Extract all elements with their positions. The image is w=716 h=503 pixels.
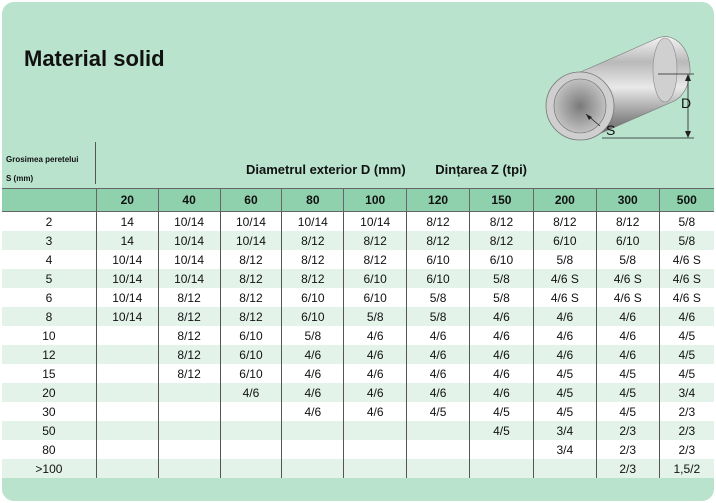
tpi-cell: 8/12	[282, 231, 344, 250]
tpi-cell: 8/12	[158, 288, 220, 307]
tpi-cell: 3/4	[533, 440, 596, 459]
tpi-cell: 8/12	[282, 250, 344, 269]
thickness-cell: 50	[2, 421, 96, 440]
tpi-cell	[96, 402, 158, 421]
tpi-cell	[282, 421, 344, 440]
tpi-cell: 8/12	[220, 307, 282, 326]
tpi-cell	[158, 440, 220, 459]
tpi-cell: 4/5	[470, 421, 534, 440]
tpi-cell: 5/8	[470, 288, 534, 307]
tpi-cell: 4/5	[470, 402, 534, 421]
tube-shape	[546, 37, 690, 140]
tpi-cell: 10/14	[220, 231, 282, 250]
wall-thickness-unit: S (mm)	[6, 174, 34, 183]
tpi-cell: 4/6	[470, 326, 534, 345]
column-header-80: 80	[282, 189, 344, 212]
thickness-cell: 4	[2, 250, 96, 269]
diameter-label: D	[681, 95, 692, 111]
tpi-cell: 8/12	[470, 231, 534, 250]
tpi-cell: 5/8	[344, 307, 407, 326]
tpi-cell: 4/6	[533, 345, 596, 364]
tpi-cell: 4/6 S	[533, 269, 596, 288]
tpi-cell: 4/6	[344, 345, 407, 364]
tpi-cell	[158, 459, 220, 478]
thickness-cell: 15	[2, 364, 96, 383]
tpi-cell: 10/14	[96, 307, 158, 326]
tpi-cell: 4/5	[659, 364, 714, 383]
tpi-cell: 4/5	[596, 402, 659, 421]
tpi-cell	[220, 440, 282, 459]
tpi-cell: 10/14	[96, 269, 158, 288]
tpi-cell: 8/12	[533, 212, 596, 232]
column-header-150: 150	[470, 189, 534, 212]
tpi-cell	[533, 459, 596, 478]
table-row	[2, 421, 714, 440]
tpi-cell: 4/6	[220, 383, 282, 402]
tpi-cell	[96, 326, 158, 345]
tpi-cell: 6/10	[220, 345, 282, 364]
tpi-cell: 14	[96, 231, 158, 250]
table-row	[2, 250, 714, 269]
tpi-cell: 4/6	[407, 345, 470, 364]
tpi-cell	[470, 440, 534, 459]
tpi-cell: 8/12	[344, 250, 407, 269]
tpi-cell: 4/6	[407, 326, 470, 345]
tpi-cell: 5/8	[596, 250, 659, 269]
column-header-200: 200	[533, 189, 596, 212]
tpi-cell: 6/10	[344, 269, 407, 288]
tpi-cell	[407, 459, 470, 478]
tpi-cell: 2/3	[659, 421, 714, 440]
header-divider	[95, 142, 96, 184]
tpi-cell: 2/3	[596, 440, 659, 459]
column-group-header	[246, 162, 527, 177]
tpi-cell: 4/6	[407, 364, 470, 383]
tpi-cell	[96, 421, 158, 440]
wall-thickness-label: Grosimea peretelui	[6, 155, 79, 164]
tpi-cell: 4/5	[596, 383, 659, 402]
thickness-cell: 20	[2, 383, 96, 402]
tpi-cell: 4/5	[596, 364, 659, 383]
column-header-100: 100	[344, 189, 407, 212]
tpi-cell: 2/3	[596, 459, 659, 478]
tpi-cell: 5/8	[282, 326, 344, 345]
table-row	[2, 307, 714, 326]
tpi-cell: 5/8	[407, 288, 470, 307]
tpi-cell: 6/10	[533, 231, 596, 250]
tpi-cell: 14	[96, 212, 158, 232]
tpi-cell: 4/6	[344, 402, 407, 421]
tpi-cell	[158, 402, 220, 421]
tpi-cell: 10/14	[344, 212, 407, 232]
tpi-cell	[470, 459, 534, 478]
tpi-cell	[407, 421, 470, 440]
tpi-cell: 10/14	[96, 288, 158, 307]
column-header-20: 20	[96, 189, 158, 212]
tpi-cell	[96, 459, 158, 478]
tpi-cell: 5/8	[659, 231, 714, 250]
tpi-cell	[220, 421, 282, 440]
thickness-cell: 30	[2, 402, 96, 421]
tpi-cell: 6/10	[596, 231, 659, 250]
tpi-cell: 2/3	[659, 402, 714, 421]
tpi-cell: 6/10	[344, 288, 407, 307]
tpi-cell: 4/6	[533, 326, 596, 345]
tpi-cell: 4/5	[533, 402, 596, 421]
thickness-cell: 6	[2, 288, 96, 307]
tpi-cell: 4/6 S	[596, 269, 659, 288]
thickness-cell: 3	[2, 231, 96, 250]
tpi-cell: 6/10	[282, 288, 344, 307]
table-body	[2, 212, 714, 479]
tpi-cell: 8/12	[158, 307, 220, 326]
tpi-cell	[282, 459, 344, 478]
tpi-cell: 10/14	[158, 231, 220, 250]
tpi-cell: 10/14	[220, 212, 282, 232]
tpi-cell: 4/6 S	[659, 288, 714, 307]
material-card	[2, 2, 714, 501]
thickness-cell: 8	[2, 307, 96, 326]
tpi-cell: 4/5	[533, 364, 596, 383]
tpi-cell: 6/10	[407, 269, 470, 288]
thickness-label: S	[606, 122, 616, 138]
tpi-cell: 8/12	[158, 345, 220, 364]
column-header-500: 500	[659, 189, 714, 212]
tpi-cell: 4/6	[344, 326, 407, 345]
tpi-cell	[158, 383, 220, 402]
tpi-cell: 1,5/2	[659, 459, 714, 478]
tpi-cell: 4/6	[282, 364, 344, 383]
tpi-cell: 4/6 S	[659, 250, 714, 269]
thickness-cell: 80	[2, 440, 96, 459]
tpi-cell: 4/6	[344, 364, 407, 383]
tpi-cell: 8/12	[407, 212, 470, 232]
tpi-cell: 4/6	[596, 307, 659, 326]
tpi-cell: 8/12	[282, 269, 344, 288]
tpi-cell: 4/5	[659, 345, 714, 364]
tpi-cell: 4/5	[659, 326, 714, 345]
table-row	[2, 212, 714, 232]
tpi-cell: 2/3	[659, 440, 714, 459]
tpi-cell: 8/12	[596, 212, 659, 232]
tpi-cell: 4/6	[470, 307, 534, 326]
tpi-cell: 6/10	[220, 364, 282, 383]
column-header-120: 120	[407, 189, 470, 212]
tpi-cell: 4/6 S	[659, 269, 714, 288]
tpi-cell	[407, 440, 470, 459]
thickness-cell: 5	[2, 269, 96, 288]
teeth-header: Dințarea Z (tpi)	[435, 162, 528, 177]
tpi-cell: 8/12	[220, 288, 282, 307]
column-header-300: 300	[596, 189, 659, 212]
tpi-cell	[96, 364, 158, 383]
tpi-cell: 10/14	[158, 269, 220, 288]
tpi-cell: 10/14	[96, 250, 158, 269]
table-row	[2, 440, 714, 459]
tpi-cell: 4/6	[282, 402, 344, 421]
tpi-cell: 4/5	[407, 402, 470, 421]
table-row	[2, 402, 714, 421]
column-header-60: 60	[220, 189, 282, 212]
saw-blade-table	[2, 188, 714, 478]
tpi-cell: 4/5	[533, 383, 596, 402]
tpi-cell	[344, 421, 407, 440]
tpi-cell: 8/12	[220, 250, 282, 269]
tpi-cell: 4/6	[282, 345, 344, 364]
tpi-cell	[158, 421, 220, 440]
tpi-cell: 3/4	[533, 421, 596, 440]
table-row	[2, 383, 714, 402]
column-header-row	[2, 189, 714, 212]
tpi-cell: 5/8	[533, 250, 596, 269]
tpi-cell	[96, 345, 158, 364]
column-header-40: 40	[158, 189, 220, 212]
tpi-cell: 4/6	[659, 307, 714, 326]
tpi-cell: 4/6	[407, 383, 470, 402]
tpi-cell: 8/12	[220, 269, 282, 288]
tpi-cell: 4/6	[470, 364, 534, 383]
tpi-cell: 5/8	[659, 212, 714, 232]
tpi-cell	[344, 459, 407, 478]
table-row	[2, 288, 714, 307]
tpi-cell	[220, 459, 282, 478]
tpi-cell: 8/12	[344, 231, 407, 250]
tpi-cell: 4/6	[282, 383, 344, 402]
tpi-cell: 6/10	[407, 250, 470, 269]
page-title: Material solid	[24, 46, 165, 71]
table-row	[2, 326, 714, 345]
tpi-cell: 5/8	[470, 269, 534, 288]
tpi-cell: 4/6	[470, 345, 534, 364]
tpi-cell: 10/14	[158, 212, 220, 232]
tpi-cell: 4/6 S	[596, 288, 659, 307]
tpi-cell	[282, 440, 344, 459]
tpi-cell: 8/12	[470, 212, 534, 232]
tpi-cell	[96, 440, 158, 459]
thickness-cell: 12	[2, 345, 96, 364]
tpi-cell: 8/12	[158, 364, 220, 383]
tpi-cell: 4/6	[344, 383, 407, 402]
wall-thickness-header	[6, 150, 78, 188]
tpi-cell: 6/10	[470, 250, 534, 269]
thickness-cell: 2	[2, 212, 96, 232]
tpi-cell: 3/4	[659, 383, 714, 402]
diameter-header: Diametrul exterior D (mm)	[246, 162, 406, 177]
tpi-cell	[96, 383, 158, 402]
table-row	[2, 231, 714, 250]
table-row	[2, 269, 714, 288]
tpi-cell: 8/12	[158, 326, 220, 345]
corner-cell	[2, 189, 96, 212]
thickness-cell: 10	[2, 326, 96, 345]
tpi-cell: 6/10	[282, 307, 344, 326]
thickness-cell: >100	[2, 459, 96, 478]
table-row	[2, 345, 714, 364]
tpi-cell: 4/6	[596, 326, 659, 345]
tpi-cell: 10/14	[158, 250, 220, 269]
tpi-cell	[220, 402, 282, 421]
tpi-cell: 2/3	[596, 421, 659, 440]
tpi-cell: 4/6 S	[533, 288, 596, 307]
table-row	[2, 459, 714, 478]
tpi-cell: 4/6	[533, 307, 596, 326]
tpi-cell: 5/8	[407, 307, 470, 326]
tpi-cell: 8/12	[407, 231, 470, 250]
tpi-cell: 10/14	[282, 212, 344, 232]
pipe-diagram	[540, 26, 710, 144]
table-row	[2, 364, 714, 383]
tpi-cell: 4/6	[470, 383, 534, 402]
tpi-cell: 6/10	[220, 326, 282, 345]
tpi-cell: 4/6	[596, 345, 659, 364]
tpi-cell	[344, 440, 407, 459]
